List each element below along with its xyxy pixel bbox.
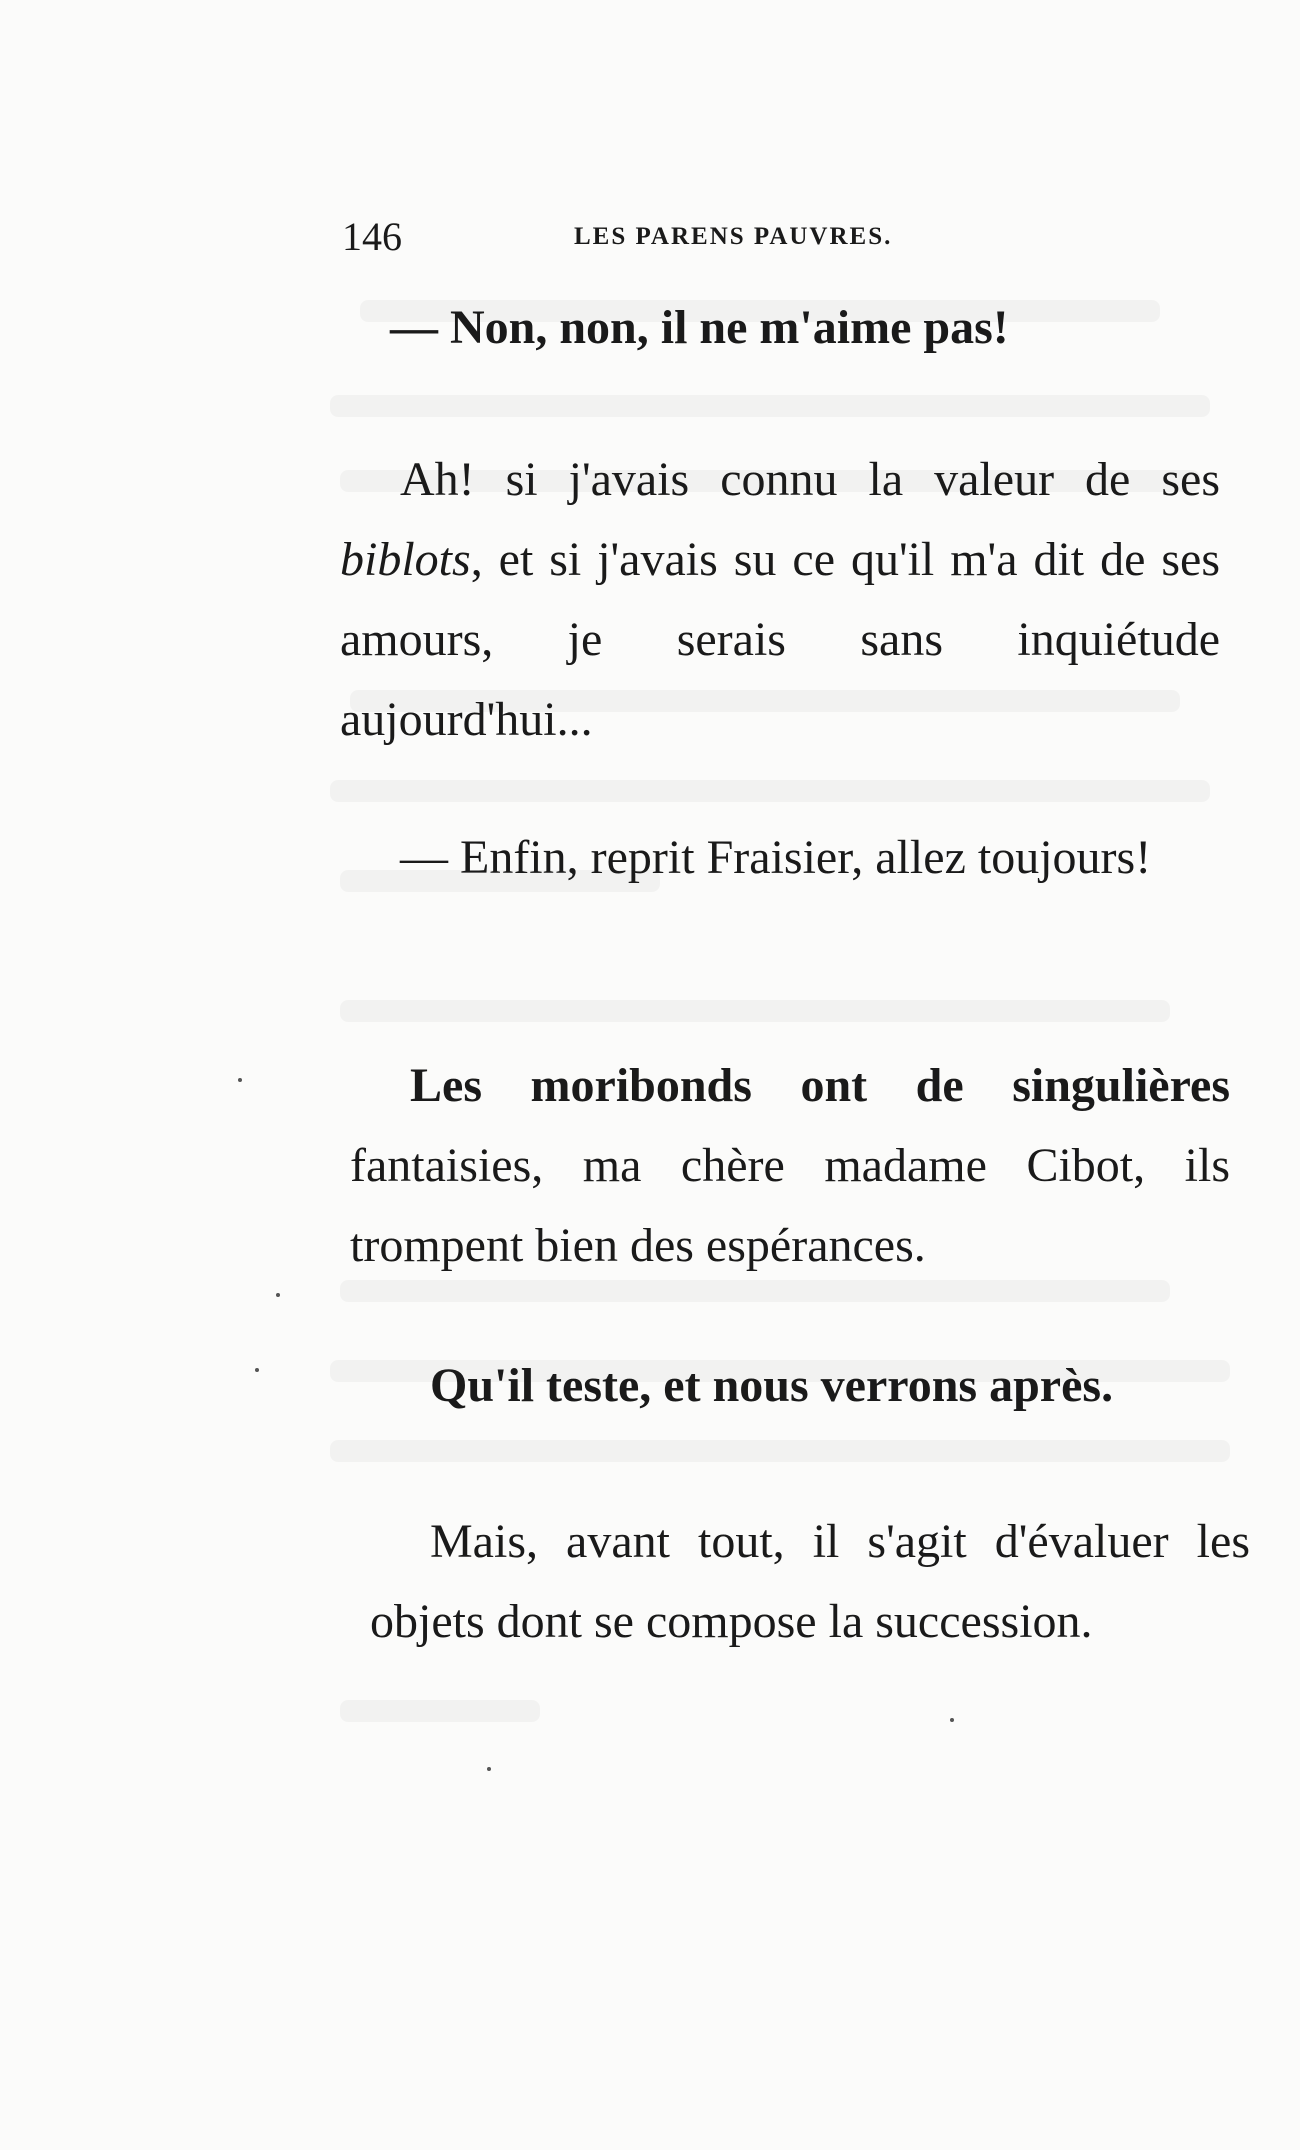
ink-speck [950,1718,954,1722]
paragraph-4-end: fantaisies, ma chère madame Cibot, ils trompent bien des espérances. [350,1139,1230,1272]
paragraph-6: Mais, avant tout, il s'agit d'évaluer les objets dont se compose la succession. [370,1515,1250,1648]
paragraph-4 [350,1046,1230,1286]
paragraph-4-start: Les moribonds ont de singulières [410,1059,1230,1112]
ink-speck [487,1767,491,1771]
ink-speck [238,1078,242,1082]
page-number: 146 [342,214,402,259]
running-title: LES PARENS PAUVRES. [574,223,893,250]
paragraph-2-start: Ah! si j'avais connu la valeur de ses [400,453,1220,506]
paragraph-2-italic-word: biblots [340,533,471,586]
paragraph-1: — Non, non, il ne m'aime pas! [390,301,1009,354]
paragraph-3: — Enfin, reprit Fraisier, allez toujours! [400,831,1152,884]
paragraph-2 [340,440,1220,760]
ink-speck [276,1293,280,1297]
paragraph-5: Qu'il teste, et nous verrons après. [430,1359,1114,1412]
paragraph-2-end: , et si j'avais su ce qu'il m'a dit de ses amours, je serais sans inquiétude aujourd'hui... [340,533,1220,746]
ink-speck [255,1368,259,1372]
running-head [342,212,1002,262]
